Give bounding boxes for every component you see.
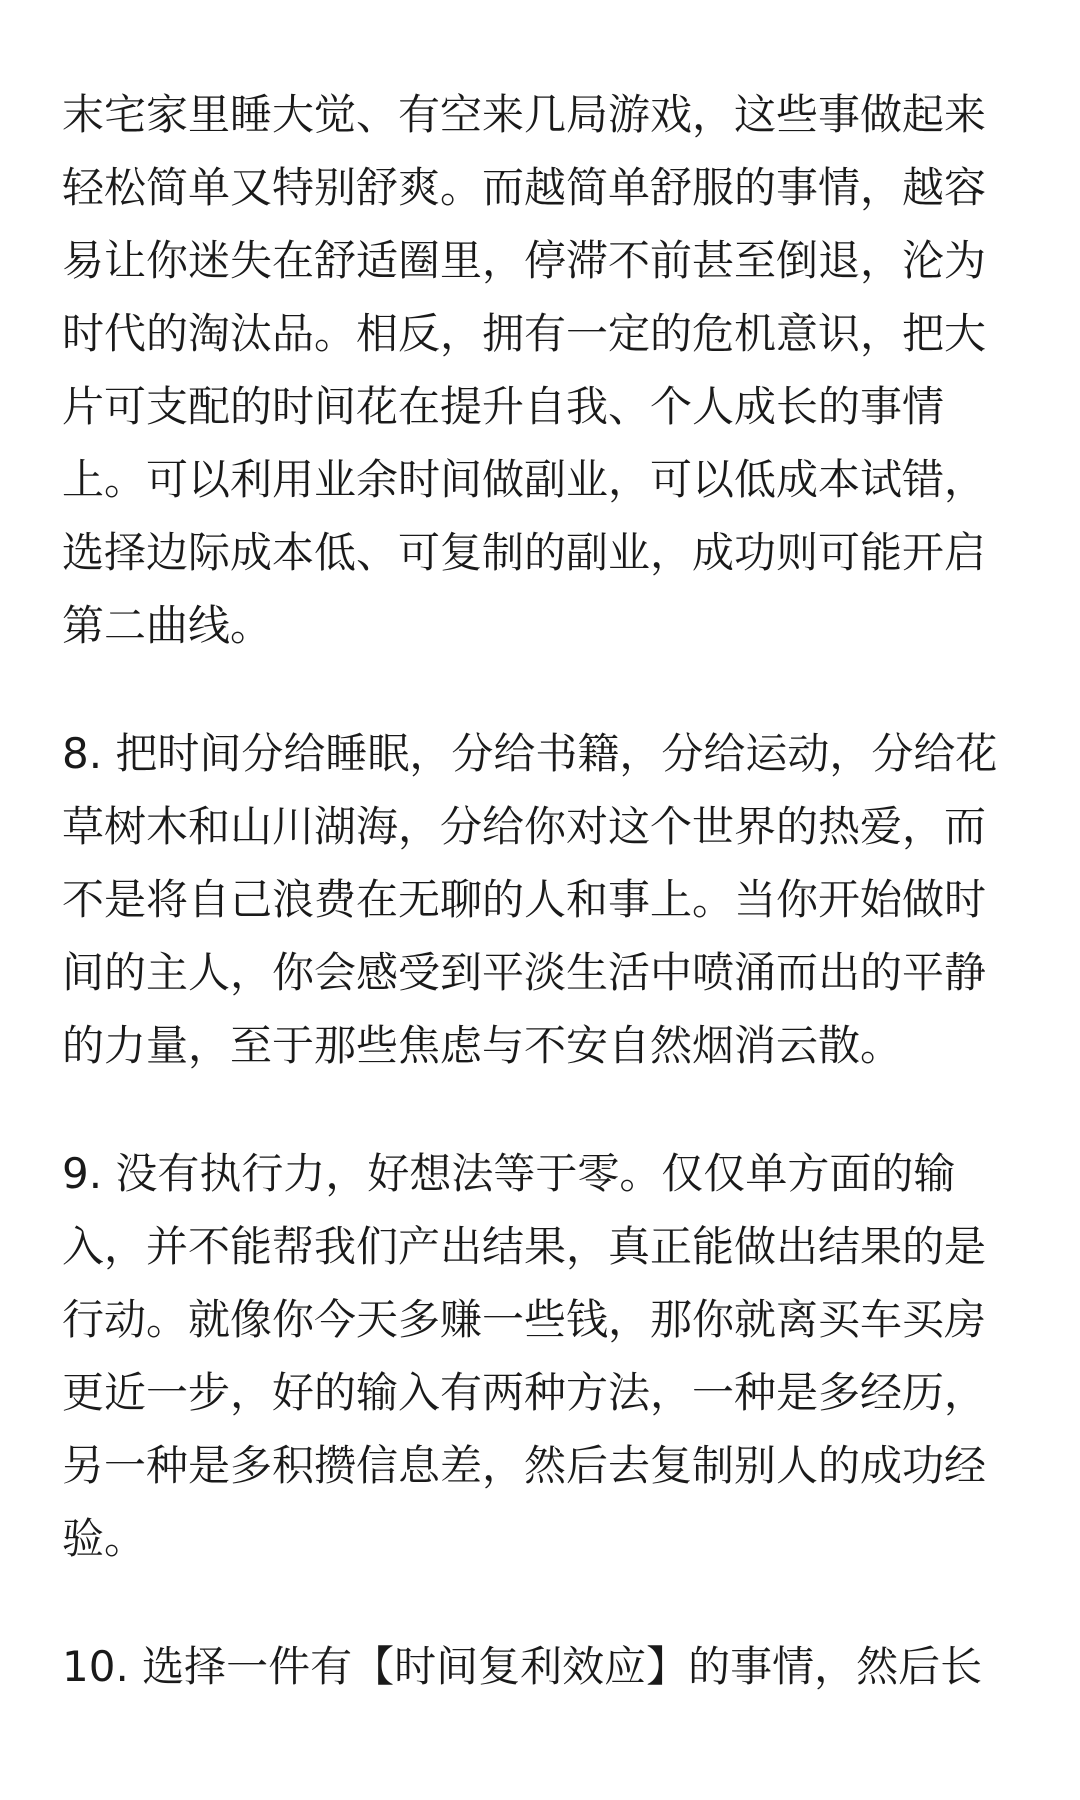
text-line: 轻松简单又特别舒爽。而越简单舒服的事情，越容 [62, 163, 987, 212]
text-line: 的力量，至于那些焦虑与不安自然烟消云散。 [62, 1021, 903, 1070]
text-line: 不是将自己浪费在无聊的人和事上。当你开始做时 [62, 875, 987, 924]
paragraph-10 [62, 1630, 1030, 1703]
text-line: 验。 [62, 1514, 147, 1563]
text-line: 8. 把时间分给睡眠，分给书籍，分给运动，分给花 [62, 729, 998, 778]
text-line: 10. 选择一件有【时间复利效应】的事情，然后长 [62, 1642, 983, 1691]
text-line: 片可支配的时间花在提升自我、个人成长的事情 [62, 382, 945, 431]
text-line: 末宅家里睡大觉、有空来几局游戏，这些事做起来 [62, 90, 987, 139]
text-line: 入，并不能帮我们产出结果，真正能做出结果的是 [62, 1222, 987, 1271]
text-line: 行动。就像你今天多赚一些钱，那你就离买车买房 [62, 1295, 987, 1344]
text-line: 易让你迷失在舒适圈里，停滞不前甚至倒退，沦为 [62, 236, 987, 285]
article-body [62, 78, 1030, 1758]
text-line: 第二曲线。 [62, 601, 273, 650]
text-line: 选择边际成本低、可复制的副业，成功则可能开启 [62, 528, 987, 577]
paragraph-8 [62, 717, 1030, 1082]
paragraph-intro [62, 78, 1030, 662]
text-line: 更近一步，好的输入有两种方法，一种是多经历， [62, 1368, 987, 1417]
text-line: 间的主人，你会感受到平淡生活中喷涌而出的平静 [62, 948, 987, 997]
text-line: 另一种是多积攒信息差，然后去复制别人的成功经 [62, 1441, 987, 1490]
text-line: 9. 没有执行力，好想法等于零。仅仅单方面的输 [62, 1149, 956, 1198]
paragraph-9 [62, 1137, 1030, 1575]
text-line: 上。可以利用业余时间做副业，可以低成本试错， [62, 455, 987, 504]
text-line: 时代的淘汰品。相反，拥有一定的危机意识，把大 [62, 309, 987, 358]
text-line: 草树木和山川湖海，分给你对这个世界的热爱，而 [62, 802, 987, 851]
